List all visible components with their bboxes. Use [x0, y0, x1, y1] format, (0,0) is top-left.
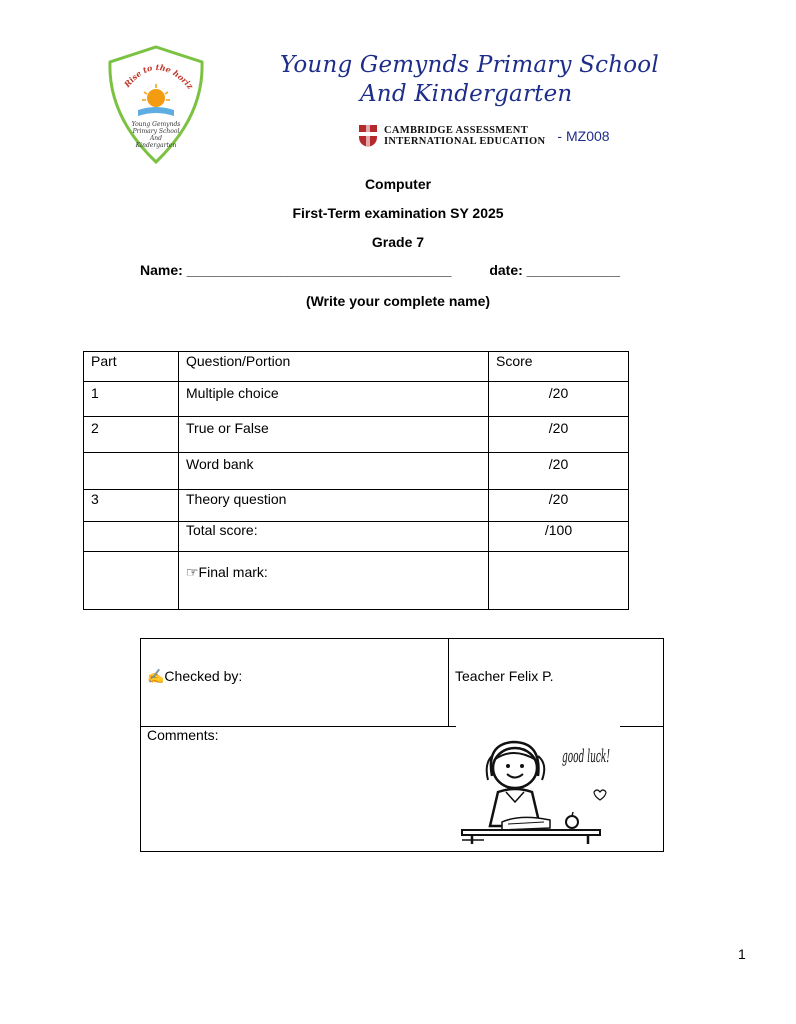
good-luck-text: good luck! [562, 746, 610, 767]
score-table [83, 351, 629, 610]
cell-part: 3 [84, 490, 179, 522]
cell-score[interactable]: /20 [489, 382, 629, 417]
page-number: 1 [738, 946, 746, 962]
divider [620, 726, 664, 727]
cell-part [84, 552, 179, 610]
cell-portion: Theory question [179, 490, 489, 522]
school-name-line2: And Kindergarten [360, 81, 573, 107]
logo-text-3: And [149, 135, 163, 142]
cell-portion: True or False [179, 417, 489, 453]
good-luck-clipart [458, 736, 618, 848]
logo-text-2: Primary School [132, 128, 180, 135]
final-mark-label: ☞Final mark: [179, 552, 489, 610]
logo-text-4: Kindergarten [135, 142, 177, 149]
cambridge-shield-icon [358, 124, 378, 148]
final-mark-row [84, 552, 629, 610]
table-row [84, 453, 629, 490]
final-mark-value[interactable] [489, 552, 629, 610]
cell-score[interactable]: /20 [489, 417, 629, 453]
name-instruction: (Write your complete name) [305, 293, 491, 309]
exam-subject: Computer [364, 176, 432, 192]
name-date-line [140, 262, 620, 278]
teacher-name: Teacher Felix P. [455, 668, 554, 684]
cell-portion: Total score: [179, 522, 489, 552]
cell-score[interactable]: /20 [489, 453, 629, 490]
exam-title: First-Term examination SY 2025 [292, 205, 504, 221]
cell-part: 1 [84, 382, 179, 417]
cell-score[interactable]: /100 [489, 522, 629, 552]
comments-label: Comments: [147, 727, 219, 743]
header-part: Part [84, 352, 179, 382]
table-row [84, 490, 629, 522]
cambridge-badge [358, 122, 610, 150]
table-row [84, 382, 629, 417]
cell-portion: Multiple choice [179, 382, 489, 417]
cell-part: 2 [84, 417, 179, 453]
logo-motto: Rise to the horiz [121, 61, 196, 91]
logo-text-1: Young Gemynds [131, 121, 181, 128]
cell-part [84, 522, 179, 552]
header-score: Score [489, 352, 629, 382]
cell-portion: Word bank [179, 453, 489, 490]
table-header-row [84, 352, 629, 382]
cambridge-line1: CAMBRIDGE ASSESSMENT [384, 125, 528, 136]
exam-grade: Grade 7 [371, 234, 425, 250]
date-field[interactable]: date: ____________ [489, 262, 621, 278]
header-portion: Question/Portion [179, 352, 489, 382]
table-row [84, 417, 629, 453]
divider [448, 638, 449, 727]
centre-code: - MZ008 [557, 128, 610, 144]
checked-by-label: ✍Checked by: [147, 668, 243, 684]
cambridge-line2: INTERNATIONAL EDUCATION [384, 136, 546, 147]
table-row [84, 522, 629, 552]
school-logo [104, 44, 208, 166]
school-name-line1: Young Gemynds Primary School [280, 52, 659, 78]
cell-score[interactable]: /20 [489, 490, 629, 522]
name-field[interactable]: Name: __________________________________ [140, 262, 452, 278]
cell-part [84, 453, 179, 490]
